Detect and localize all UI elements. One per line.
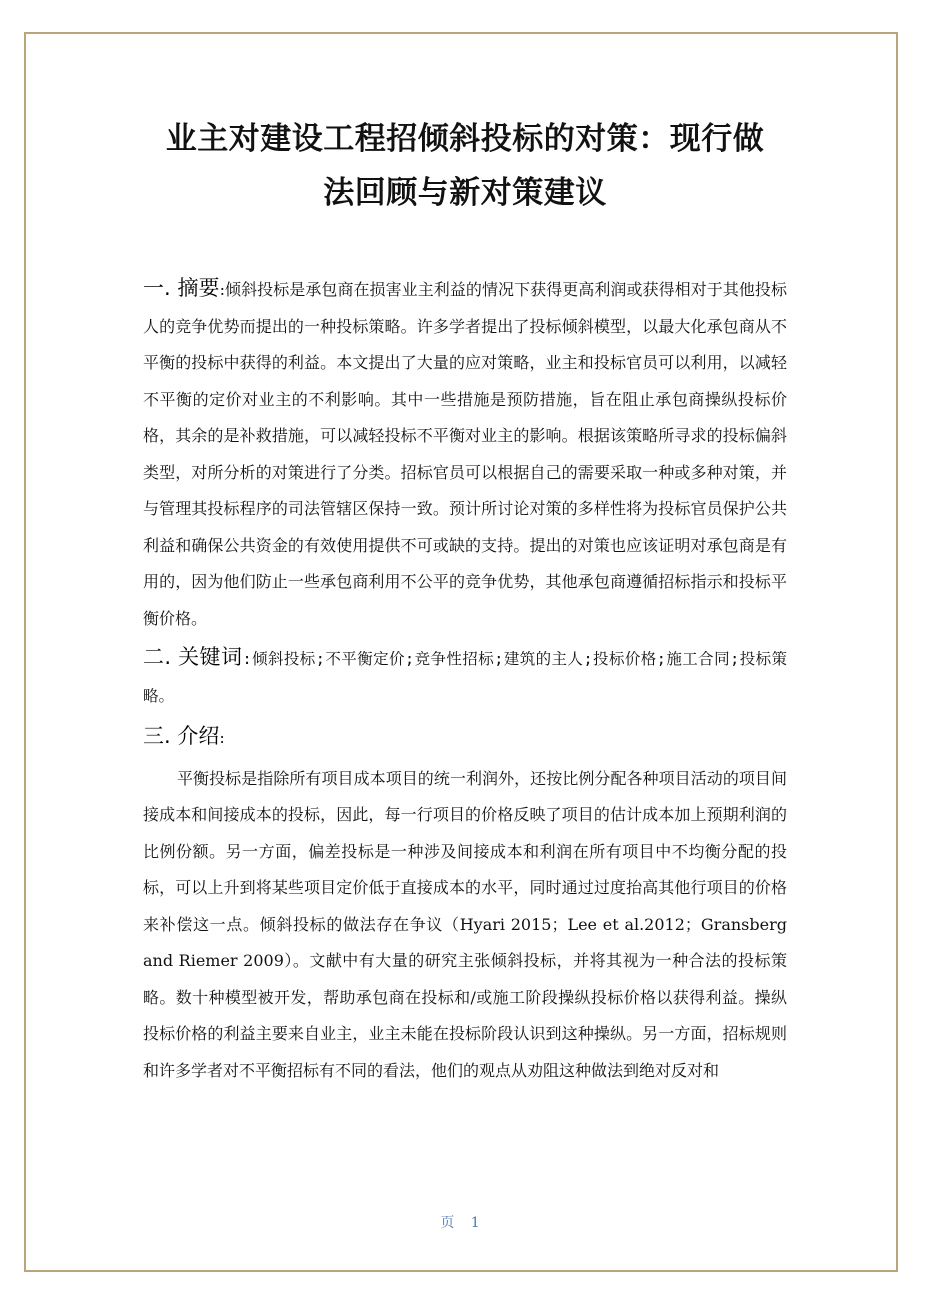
title-line-1: 业主对建设工程招倾斜投标的对策：现行做: [165, 121, 765, 157]
introduction-heading: 三. 介绍: [143, 724, 220, 748]
introduction-heading-line: [143, 718, 787, 757]
abstract-heading: 一. 摘要: [143, 276, 220, 300]
title-line-2: 法回顾与新对策建议: [323, 175, 607, 211]
introduction-colon: :: [219, 728, 225, 747]
document-body: [143, 112, 787, 1089]
abstract-colon: :: [219, 280, 225, 299]
page-number: 页 1: [440, 1215, 486, 1231]
document-title: [143, 112, 787, 220]
abstract-section: [143, 270, 787, 637]
introduction-paragraph: 平衡投标是指除所有项目成本项目的统一利润外，还按比例分配各种项目活动的项目间接成本和间接成本的投标，因此，每一行项目的价格反映了项目的估计成本加上预期利润的比例份额。另一方面，偏差投标是一种涉及间接成本和利润在所有项目中不均衡分配的投标，可以上升到将某些项目定价低于直接成本的水平，同时通过过度抬高其他行项目的价格来补偿这一点。倾斜投标的做法存在争议（Hyari 2015；Lee et al.2012；Gransberg and Riemer 2009）。文献中有大量的研究主张倾斜投标，并将其视为一种合法的投标策略。数十种模型被开发，帮助承包商在投标和/或施工阶段操纵投标价格以获得利益。操纵投标价格的利益主要来自业主，业主未能在投标阶段认识到这种操纵。另一方面，招标规则和许多学者对不平衡招标有不同的看法，他们的观点从劝阻这种做法到绝对反对和: [143, 768, 787, 1080]
keywords-section: [143, 639, 787, 714]
keywords-text: :倾斜投标;不平衡定价;竞争性招标;建筑的主人;投标价格;施工合同;投标策略。: [143, 650, 787, 705]
keywords-heading: 二. 关键词: [143, 645, 243, 669]
abstract-text: 倾斜投标是承包商在损害业主利益的情况下获得更高利润或获得相对于其他投标人的竞争优势而提出的一种投标策略。许多学者提出了投标倾斜模型，以最大化承包商从不平衡的投标中获得的利益。本文提出了大量的应对策略，业主和投标官员可以利用，以减轻不平衡的定价对业主的不利影响。其中一些措施是预防措施，旨在阻止承包商操纵投标价格，其余的是补救措施，可以减轻投标不平衡对业主的影响。根据该策略所寻求的投标偏斜类型，对所分析的对策进行了分类。招标官员可以根据自己的需要采取一种或多种对策，并与管理其投标程序的司法管辖区保持一致。预计所讨论对策的多样性将为投标官员保护公共利益和确保公共资金的有效使用提供不可或缺的支持。提出的对策也应该证明对承包商是有用的，因为他们防止一些承包商利用不公平的竞争优势，其他承包商遵循招标指示和投标平衡价格。: [143, 280, 787, 628]
